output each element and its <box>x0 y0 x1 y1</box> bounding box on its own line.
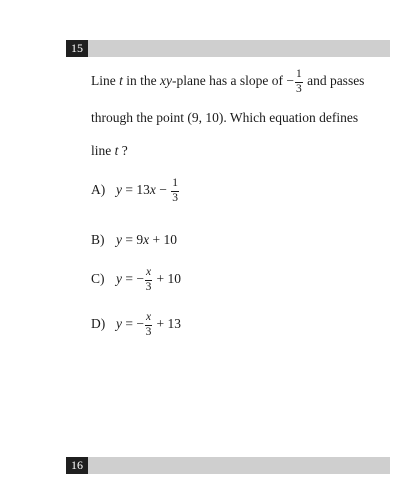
variable-t: t <box>114 143 119 158</box>
choice-letter: B) <box>91 232 105 247</box>
answer-choice-a[interactable]: A) y = 13x − $\frac{1}{3}$ <box>91 177 178 204</box>
question-stem-line-2: through the point (9, 10). Which equation defines <box>91 110 359 125</box>
question-header-bar <box>66 40 390 57</box>
answer-choice-c[interactable]: C) y = − $\frac{x}{3}$ + 10 <box>91 266 181 293</box>
slope-fraction: $\frac{1}{3}$ <box>295 68 302 95</box>
answer-choice-b[interactable]: B) y = 9x + 10 <box>91 232 177 247</box>
next-question-number: 16 <box>66 457 88 474</box>
choice-fraction: $\frac{1}{3}$ <box>172 177 178 204</box>
variable-xy: xy <box>160 73 172 89</box>
answer-choice-d[interactable]: D) y = − $\frac{x}{3}$ + 13 <box>91 311 181 338</box>
choice-fraction: $\frac{x}{3}$ <box>145 266 152 293</box>
next-question-header-bar <box>66 457 390 474</box>
question-number: 15 <box>66 40 88 57</box>
question-stem-line-1: Line t in the xy-plane has a slope of − $\frac{1}{3}$ and passes <box>91 68 365 95</box>
variable-t: t <box>119 73 123 89</box>
choice-letter: D) <box>91 316 106 332</box>
choice-letter: C) <box>91 271 105 287</box>
choice-letter: A) <box>91 182 106 198</box>
question-stem-line-3: line t ? <box>91 143 128 158</box>
choice-fraction: $\frac{x}{3}$ <box>145 311 152 338</box>
